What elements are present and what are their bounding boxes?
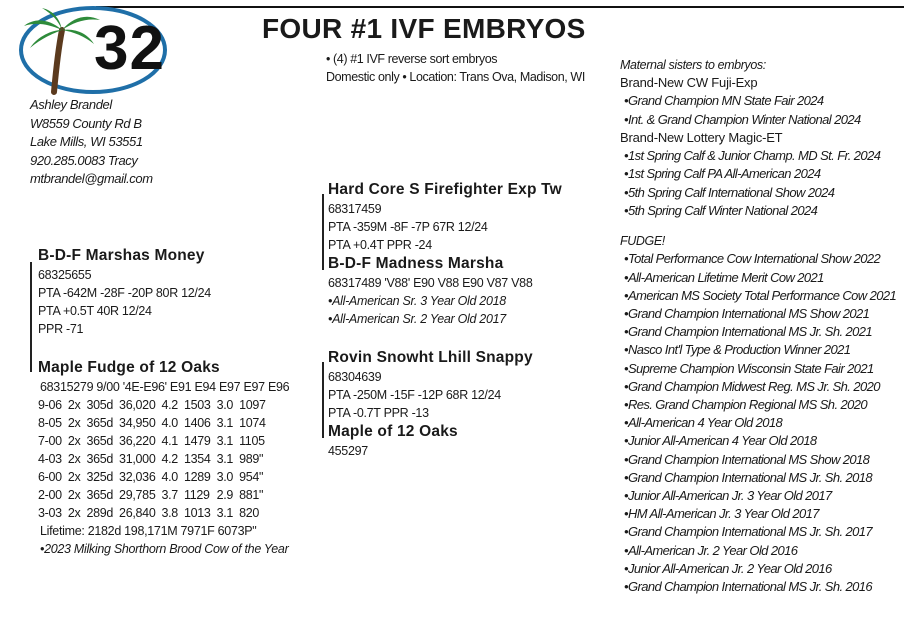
sire-mid-1-line: PTA -359M -8F -7P 67R 12/24: [328, 220, 488, 234]
maternal-sister-1-name: Brand-New CW Fuji-Exp: [620, 75, 758, 90]
production-record-cell: 4.2: [161, 452, 178, 466]
sire-mid-2: [328, 348, 533, 460]
production-record-row: [38, 504, 272, 522]
production-record-cell: 31,000: [119, 452, 156, 466]
sire-mid-2-line: 68304639: [328, 370, 382, 384]
production-record-cell: 325d: [86, 470, 114, 484]
maternal-column: [620, 56, 896, 596]
fudge-heading: FUDGE!: [620, 234, 665, 249]
dam-mid-1-honor: •All-American Sr. 2 Year Old 2017: [328, 312, 506, 326]
sire-left: [38, 246, 211, 338]
pedigree-bracket-left: [30, 262, 36, 372]
production-record-cell: 2x: [67, 398, 81, 412]
dam-mid-1-name: B-D-F Madness Marsha: [328, 255, 504, 272]
dam-left-name: Maple Fudge of 12 Oaks: [38, 359, 220, 376]
production-record-cell: 34,950: [119, 416, 156, 430]
production-record-cell: 4.0: [161, 470, 178, 484]
production-record-cell: 1013: [183, 506, 211, 520]
intro-line-1: • (4) #1 IVF reverse sort embryos: [326, 52, 498, 66]
production-record-cell: 3.0: [216, 470, 234, 484]
production-record-cell: 3-03: [38, 506, 62, 520]
contact-name: Ashley Brandel: [30, 97, 112, 112]
maternal-sister-2-honor: •1st Spring Calf PA All-American 2024: [624, 166, 821, 182]
production-record-cell: 3.1: [216, 506, 234, 520]
fudge-honor-item: •Grand Champion International MS Jr. Sh. 2017: [624, 524, 873, 540]
fudge-honor-item: •All-American Lifetime Merit Cow 2021: [624, 269, 824, 285]
sire-mid-1-line: PTA +0.4T PPR -24: [328, 238, 432, 252]
production-record-cell: 365d: [86, 488, 114, 502]
production-record-cell: 9-06: [38, 398, 62, 412]
intro-line-2: Domestic only • Location: Trans Ova, Madison, WI: [326, 70, 585, 84]
contact-info: [30, 96, 153, 189]
production-record-cell: 305d: [86, 398, 114, 412]
production-record-cell: 1074: [239, 416, 266, 430]
production-records-table: [38, 396, 272, 522]
production-record-cell: 954": [239, 470, 264, 484]
production-record-cell: 32,036: [119, 470, 156, 484]
production-record-cell: 2x: [67, 452, 81, 466]
fudge-honor-item: •All-American 4 Year Old 2018: [624, 415, 783, 431]
production-record-cell: 4.2: [161, 398, 178, 412]
production-record-cell: 2x: [67, 488, 81, 502]
dam-left: [38, 358, 289, 558]
sire-mid-2-name: Rovin Snowht Lhill Snappy: [328, 349, 533, 366]
sire-left-line: PTA -642M -28F -20P 80R 12/24: [38, 286, 211, 300]
production-record-cell: 4-03: [38, 452, 62, 466]
production-record-cell: 4.0: [161, 416, 178, 430]
fudge-honor-item: •Grand Champion International MS Show 2018: [624, 451, 870, 467]
top-rule: [96, 6, 904, 8]
production-record-cell: 820: [239, 506, 260, 520]
production-record-cell: 2x: [67, 470, 81, 484]
sire-left-name: B-D-F Marshas Money: [38, 247, 205, 264]
production-record-cell: 3.1: [216, 452, 234, 466]
production-record-cell: 1354: [183, 452, 211, 466]
production-record-cell: 989": [239, 452, 264, 466]
production-record-cell: 3.1: [216, 434, 234, 448]
dam-mid-2-name: Maple of 12 Oaks: [328, 423, 458, 440]
production-record-row: [38, 396, 272, 414]
maternal-sister-2-name: Brand-New Lottery Magic-ET: [620, 129, 783, 145]
dam-mid-1-honor: •All-American Sr. 3 Year Old 2018: [328, 294, 506, 308]
fudge-honor-item: •HM All-American Jr. 3 Year Old 2017: [624, 506, 819, 522]
sire-left-line: 68325655: [38, 268, 92, 282]
production-record-cell: 365d: [86, 416, 114, 430]
dam-left-id-line: 68315279 9/00 '4E-E96' E91 E94 E97 E97 E96: [40, 380, 290, 394]
production-record-cell: 1097: [239, 398, 266, 412]
production-record-row: [38, 468, 272, 486]
production-record-cell: 3.0: [216, 398, 234, 412]
production-record-cell: 289d: [86, 506, 114, 520]
logo: [18, 4, 168, 96]
maternal-sister-1-honor: •Grand Champion MN State Fair 2024: [624, 93, 824, 109]
page-title: FOUR #1 IVF EMBRYOS: [262, 13, 586, 44]
fudge-honor-item: •Grand Champion International MS Show 2021: [624, 305, 870, 321]
fudge-honor-item: •Grand Champion International MS Jr. Sh. 2018: [624, 469, 873, 485]
maternal-heading: Maternal sisters to embryos:: [620, 58, 766, 72]
dam-mid-1-line: 68317489 'V88' E90 V88 E90 V87 V88: [328, 276, 533, 290]
sire-left-line: PTA +0.5T 40R 12/24: [38, 304, 152, 318]
sire-mid-1-name: Hard Core S Firefighter Exp Tw: [328, 181, 562, 198]
fudge-honor-item: •Supreme Champion Wisconsin State Fair 2021: [624, 360, 874, 376]
production-record-row: [38, 450, 272, 468]
contact-email[interactable]: mtbrandel@gmail.com: [30, 171, 153, 186]
sire-mid-1: [328, 180, 562, 328]
production-record-cell: 2x: [67, 506, 81, 520]
production-record-cell: 365d: [86, 434, 114, 448]
sire-mid-2-line: PTA -0.7T PPR -13: [328, 406, 429, 420]
production-record-cell: 36,220: [119, 434, 156, 448]
production-record-row: [38, 414, 272, 432]
maternal-sister-2-honor: •5th Spring Calf Winter National 2024: [624, 203, 818, 219]
fudge-honor-item: •Grand Champion Midwest Reg. MS Jr. Sh. 2020: [624, 378, 880, 394]
fudge-honor-item: •Grand Champion International MS Jr. Sh. 2021: [624, 324, 873, 340]
production-record-cell: 2x: [67, 434, 81, 448]
logo-number: 32: [94, 14, 165, 83]
production-record-row: [38, 432, 272, 450]
production-record-cell: 1105: [239, 434, 265, 448]
maternal-sister-1-honor: •Int. & Grand Champion Winter National 2024: [624, 111, 861, 127]
production-record-cell: 2.9: [216, 488, 234, 502]
production-record-cell: 4.1: [161, 434, 178, 448]
production-record-cell: 3.8: [161, 506, 178, 520]
intro: [326, 50, 585, 86]
sire-mid-2-line: PTA -250M -15F -12P 68R 12/24: [328, 388, 501, 402]
production-record-cell: 7-00: [38, 434, 62, 448]
fudge-honor-item: •Nasco Int'l Type & Production Winner 2021: [624, 342, 851, 358]
fudge-honor-item: •All-American Jr. 2 Year Old 2016: [624, 542, 798, 558]
production-record-cell: 1503: [183, 398, 211, 412]
production-record-cell: 2-00: [38, 488, 62, 502]
fudge-honor-item: •Grand Champion International MS Jr. Sh. 2016: [624, 579, 873, 595]
contact-phone: 920.285.0083 Tracy: [30, 152, 138, 168]
contact-address-1: W8559 County Rd B: [30, 115, 142, 131]
maternal-sister-2-honor: •1st Spring Calf & Junior Champ. MD St. Fr. 2024: [624, 148, 881, 164]
production-record-cell: 2x: [67, 416, 81, 430]
dam-mid-2-line: 455297: [328, 444, 368, 458]
sire-left-line: PPR -71: [38, 322, 84, 336]
dam-left-lifetime: Lifetime: 2182d 198,171M 7971F 6073P": [40, 524, 257, 538]
production-record-cell: 3.7: [161, 488, 178, 502]
fudge-honor-item: •Junior All-American 4 Year Old 2018: [624, 433, 817, 449]
dam-left-honor: •2023 Milking Shorthorn Brood Cow of the Year: [40, 542, 289, 556]
production-record-cell: 1479: [183, 434, 211, 448]
production-record-cell: 26,840: [119, 506, 156, 520]
fudge-honor-item: •Junior All-American Jr. 2 Year Old 2016: [624, 560, 832, 576]
fudge-honor-item: •Res. Grand Champion Regional MS Sh. 2020: [624, 397, 867, 412]
production-record-cell: 881": [239, 488, 264, 502]
fudge-honor-item: •Total Performance Cow International Show 2022: [624, 251, 881, 267]
sire-mid-1-line: 68317459: [328, 202, 382, 216]
fudge-honor-item: •American MS Society Total Performance Cow 2021: [624, 287, 897, 303]
production-record-cell: 29,785: [119, 488, 156, 502]
fudge-honors-list: [620, 250, 896, 596]
production-record-cell: 8-05: [38, 416, 62, 430]
fudge-honor-item: •Junior All-American Jr. 3 Year Old 2017: [624, 488, 832, 504]
maternal-sister-2-honor: •5th Spring Calf International Show 2024: [624, 184, 835, 200]
production-record-cell: 1406: [183, 416, 211, 430]
contact-address-2: Lake Mills, WI 53551: [30, 134, 143, 149]
production-record-cell: 6-00: [38, 470, 62, 484]
production-record-cell: 1289: [183, 470, 211, 484]
production-record-cell: 1129: [183, 488, 210, 502]
production-record-cell: 36,020: [119, 398, 156, 412]
production-record-row: [38, 486, 272, 504]
production-record-cell: 365d: [86, 452, 114, 466]
production-record-cell: 3.1: [216, 416, 234, 430]
